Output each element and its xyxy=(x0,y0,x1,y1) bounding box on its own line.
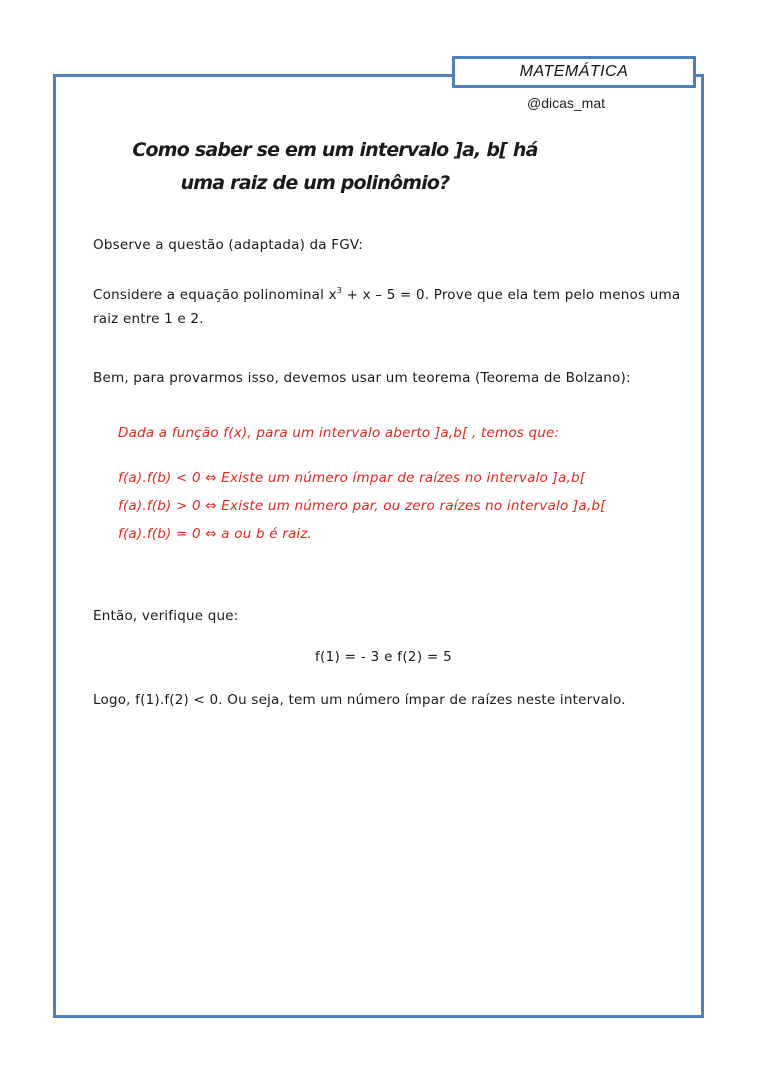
intro-paragraph: Observe a questão (adaptada) da FGV: xyxy=(93,237,363,253)
question-paragraph xyxy=(93,279,693,331)
subject-text: MATEMÁTICA xyxy=(519,63,629,80)
question-exponent: 3 xyxy=(336,286,343,295)
theorem-rule-zero: f(a).f(b) = 0 ⇔ a ou b é raiz. xyxy=(118,526,313,542)
page-title xyxy=(90,134,540,200)
question-text-1: Considere a equação polinominal x xyxy=(93,287,337,303)
theorem-rule-negative: f(a).f(b) < 0 ⇔ Existe um número ímpar de raízes no intervalo ]a,b[ xyxy=(118,470,586,486)
title-line-1: Como saber se em um intervalo ]a, b[ há xyxy=(132,139,538,161)
theorem-rule-positive: f(a).f(b) > 0 ⇔ Existe um número par, ou zero raízes no intervalo ]a,b[ xyxy=(118,498,606,514)
final-paragraph: Logo, f(1).f(2) < 0. Ou seja, tem um número ímpar de raízes neste intervalo. xyxy=(93,692,626,708)
author-handle: @dicas_mat xyxy=(527,95,606,111)
question-text-2: + x – 5 = 0. Prove que ela tem pelo menos uma xyxy=(342,287,681,303)
function-values: f(1) = - 3 e f(2) = 5 xyxy=(315,649,453,665)
verify-paragraph: Então, verifique que: xyxy=(93,608,239,624)
bolzano-intro: Bem, para provarmos isso, devemos usar um teorema (Teorema de Bolzano): xyxy=(93,370,631,386)
page-border xyxy=(53,74,704,1018)
question-text-3: raiz entre 1 e 2. xyxy=(93,311,204,327)
subject-label xyxy=(452,56,696,88)
theorem-statement: Dada a função f(x), para um intervalo aberto ]a,b[ , temos que: xyxy=(118,425,560,441)
title-line-2: uma raiz de um polinômio? xyxy=(180,172,450,194)
